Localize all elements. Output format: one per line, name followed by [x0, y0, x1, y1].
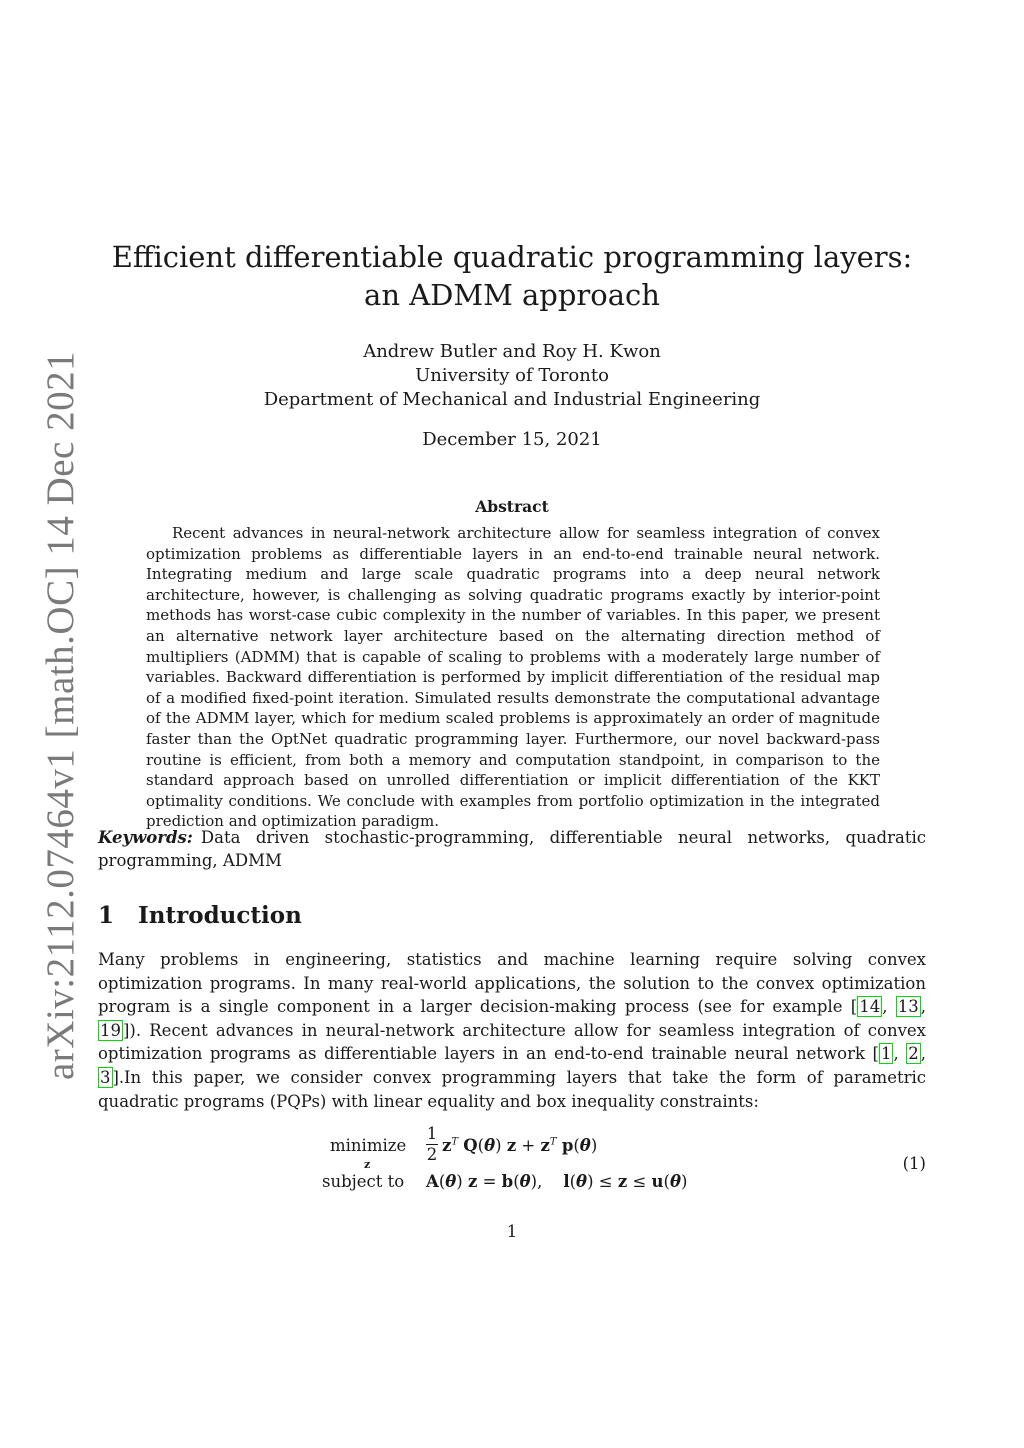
author-university: University of Toronto: [415, 365, 609, 386]
citation-link[interactable]: 14: [859, 997, 881, 1017]
intro-paragraph-1: Many problems in engineering, statistics and machine learning require solving convex optimization programs. In many real-world applications, the solution to the convex optimization program is a single component in a larger decision-making process (see for example [ 14 , 13 , 19 ]). Recent advances in neural-network architecture allow for seamless integration of convex optimization programs as differentiable layers in an end-to-end trainable neural network [ 1 , 2 , 3 ].: [98, 950, 926, 1087]
equation-1: [300, 1122, 926, 1202]
citation-link[interactable]: 13: [897, 997, 919, 1017]
citation-link[interactable]: 3: [100, 1067, 111, 1087]
one-half-fraction: 1 2: [426, 1124, 438, 1164]
minimize-label: minimize z: [330, 1136, 407, 1171]
arxiv-identifier-stamp: arXiv:2112.07464v1 [math.OC] 14 Dec 2021: [39, 350, 82, 1080]
citation-link[interactable]: 2: [908, 1044, 919, 1064]
minimize-subscript: z: [364, 1158, 371, 1171]
keywords: [98, 826, 926, 872]
abstract-heading: Abstract: [475, 497, 549, 516]
para1-text-3: ].: [112, 1067, 125, 1087]
objective-function: $z^T$ Q(θ) $z + z^T$ p(θ): [442, 1136, 598, 1155]
paper-title: Efficient differentiable quadratic programming layers: an ADMM approach: [111, 240, 913, 312]
abstract-text: Recent advances in neural-network architecture allow for seamless integration of convex optimization problems as differentiable layers in an end-to-end trainable neural network. Integrating medium and large scale quadratic programs into a deep neural network architecture, however, is challenging as solving quadratic programs exactly by interior-point methods has worst-case cubic complexity in the number of variables. In this paper, we present an alternative network layer architecture based on the alternating direction method of multipliers (ADMM) that is capable of scaling to problems with a moderately large number of variables. Backward differentiation is performed by implicit differentiation of the residual map of a modified fixed-point iteration. Simulated results demonstrate the computational advantage of the ADMM layer, which for medium scaled problems is approximately an order of magnitude faster than the OptNet quadratic programming layer. Furthermore, our novel backward-pass routine is efficient, from both a memory and computation standpoint, in comparison to the standard approach based on unrolled differentiation or implicit differentiation of the KKT optimality conditions. We conclude with examples from portfolio optimization in the integrated prediction and optimization paradigm.: [146, 524, 880, 831]
author-department: Department of Mechanical and Industrial Engineering: [263, 389, 761, 410]
subject-to-label: subject to: [322, 1172, 405, 1191]
keywords-label: Keywords:: [98, 828, 193, 847]
para1-text-2: ]). Recent advances in neural-network architecture allow for seamless integration of convex optimization programs as differentiable layers in an end-to-end trainable neural network [: [98, 1020, 926, 1064]
para1-text-1: Many problems in engineering, statistics and machine learning require solving convex optimization programs. In many real-world applications, the solution to the convex optimization program is a single component in a larger decision-making process (see for example [: [98, 950, 926, 1017]
citation-link[interactable]: 19: [100, 1020, 121, 1040]
page-number: 1: [506, 1222, 518, 1241]
paper-date: December 15, 2021: [422, 429, 602, 450]
intro-paragraph-2: In this paper, we consider convex programming layers that take the form of parametric quadratic programs (PQPs) with linear equality and box inequality constraints:: [98, 1068, 926, 1111]
section-title: Introduction: [138, 902, 302, 929]
constraints: A(θ) z = b(θ), l(θ) ≤ z ≤ u(θ): [426, 1172, 688, 1191]
section-heading: [98, 902, 598, 929]
citation-link[interactable]: 1: [880, 1044, 892, 1064]
equation-number: (1): [902, 1154, 926, 1173]
keywords-text: Data driven stochastic-programming, differentiable neural networks, quadratic programming, ADMM: [98, 828, 926, 870]
author-block: [210, 340, 814, 412]
section-number: 1: [98, 902, 115, 929]
author-names: Andrew Butler and Roy H. Kwon: [363, 341, 661, 362]
